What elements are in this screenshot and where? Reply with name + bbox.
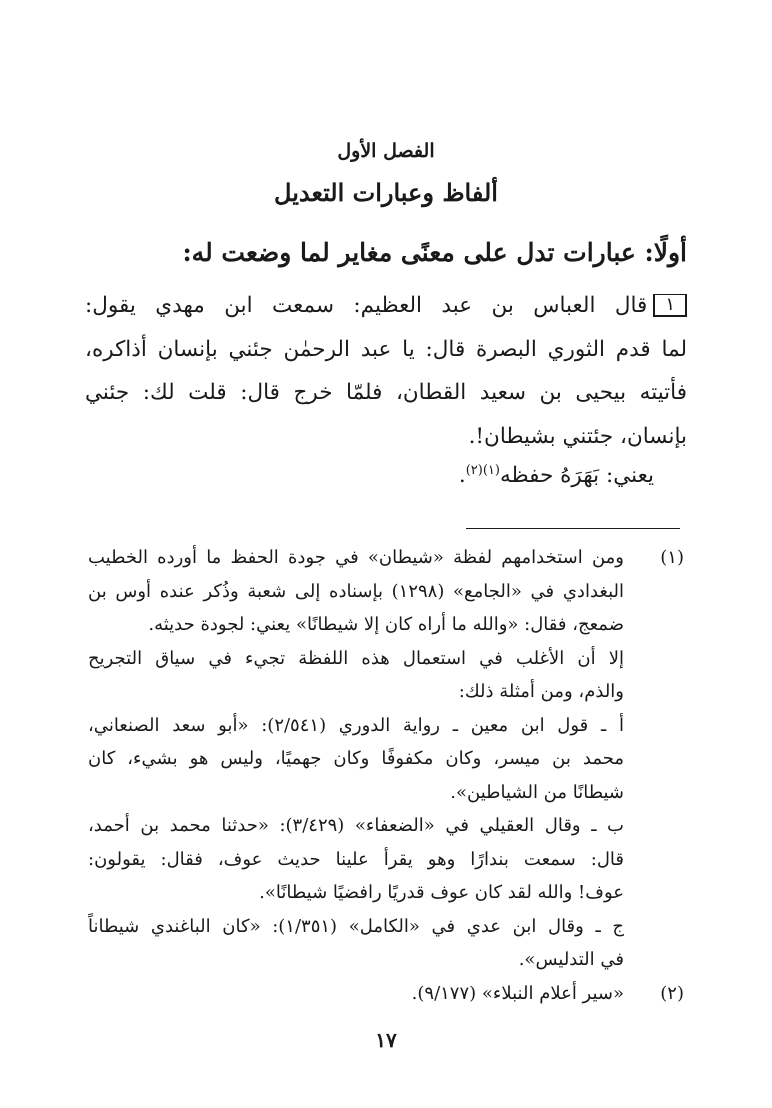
footnote-line: والذم، ومن أمثلة ذلك: [458, 681, 624, 702]
footnote-line: «سير أعلام النبلاء» (٩/١٧٧). [411, 982, 624, 1004]
footnote-line: ب ـ وقال العقيلي في «الضعفاء» (٣/٤٢٩): «حدثنا محمد بن أحمد، [88, 815, 624, 836]
footnote-line: محمد بن ميسر، وكان مكفوفًا وكان جهميًا، وليس هو بشيء، كان [88, 748, 624, 769]
footnote-line: ومن استخدامهم لفظة «شيطان» في جودة الحفظ ما أورده الخطيب [88, 547, 624, 568]
chapter-title: ألفاظ وعبارات التعديل [274, 178, 498, 207]
footnote-separator [466, 528, 680, 529]
footnote-line: أ ـ قول ابن معين ـ رواية الدوري (٢/٥٤١): «أبو سعد الصنعاني، [88, 714, 624, 736]
footnote-2 [88, 977, 684, 1011]
footnote-line: عوف! والله لقد كان عوف قدريًا رافضيًا شيطانًا». [259, 882, 624, 903]
explanation-text: يعني: بَهَرَهُ حفظه [499, 463, 654, 489]
footnote-1 [88, 541, 684, 977]
section-heading: أولًا: عبارات تدل على معنًى مغاير لما وضعت له: [182, 238, 687, 267]
footnotes [88, 541, 684, 1010]
footnote-number: (١) [660, 547, 684, 568]
footnote-line: قال: سمعت بندارًا وهو يقرأ علينا حديث عوف، فقال: يقولون: [88, 848, 624, 870]
main-line-text: قال العباس بن عبد العظيم: سمعت ابن مهدي يقول: [85, 293, 648, 318]
entry-number-box: ١ [653, 294, 687, 317]
footnote-line: إلا أن الأغلب في استعمال هذه اللفظة تجيء في سياق التجريح [88, 647, 624, 669]
footnote-markers: (١)(٢) [465, 463, 500, 478]
footnote-line: ضمعج، فقال: «والله ما أراه كان إلا شيطانًا» يعني: لجودة حديثه. [148, 614, 624, 635]
main-line: فأتيته بيحيى بن سعيد القطان، فلمّا خرج قال: قلت لك: جئني [85, 380, 687, 405]
footnote-number: (٢) [660, 982, 684, 1004]
page-number: ١٧ [375, 1028, 397, 1052]
chapter-label: الفصل الأول [337, 140, 435, 162]
main-text [85, 284, 687, 458]
main-line: لما قدم الثوري البصرة قال: يا عبد الرحمٰن جئني بإنسان أذاكره، [85, 336, 687, 362]
footnote-line: ج ـ وقال ابن عدي في «الكامل» (١/٣٥١): «كان الباغندي شيطاناً [88, 915, 624, 937]
explanation-end: . [458, 463, 466, 489]
main-line [85, 284, 687, 328]
footnote-line: البغدادي في «الجامع» (١٢٩٨) بإسناده إلى شعبة وذُكر عنده أوس بن [88, 580, 624, 602]
main-line: بإنسان، جئتني بشيطان!. [468, 423, 687, 449]
footnote-line: شيطانًا من الشياطين». [450, 781, 624, 803]
explanation-line [459, 463, 654, 488]
footnote-line: في التدليس». [518, 949, 624, 970]
